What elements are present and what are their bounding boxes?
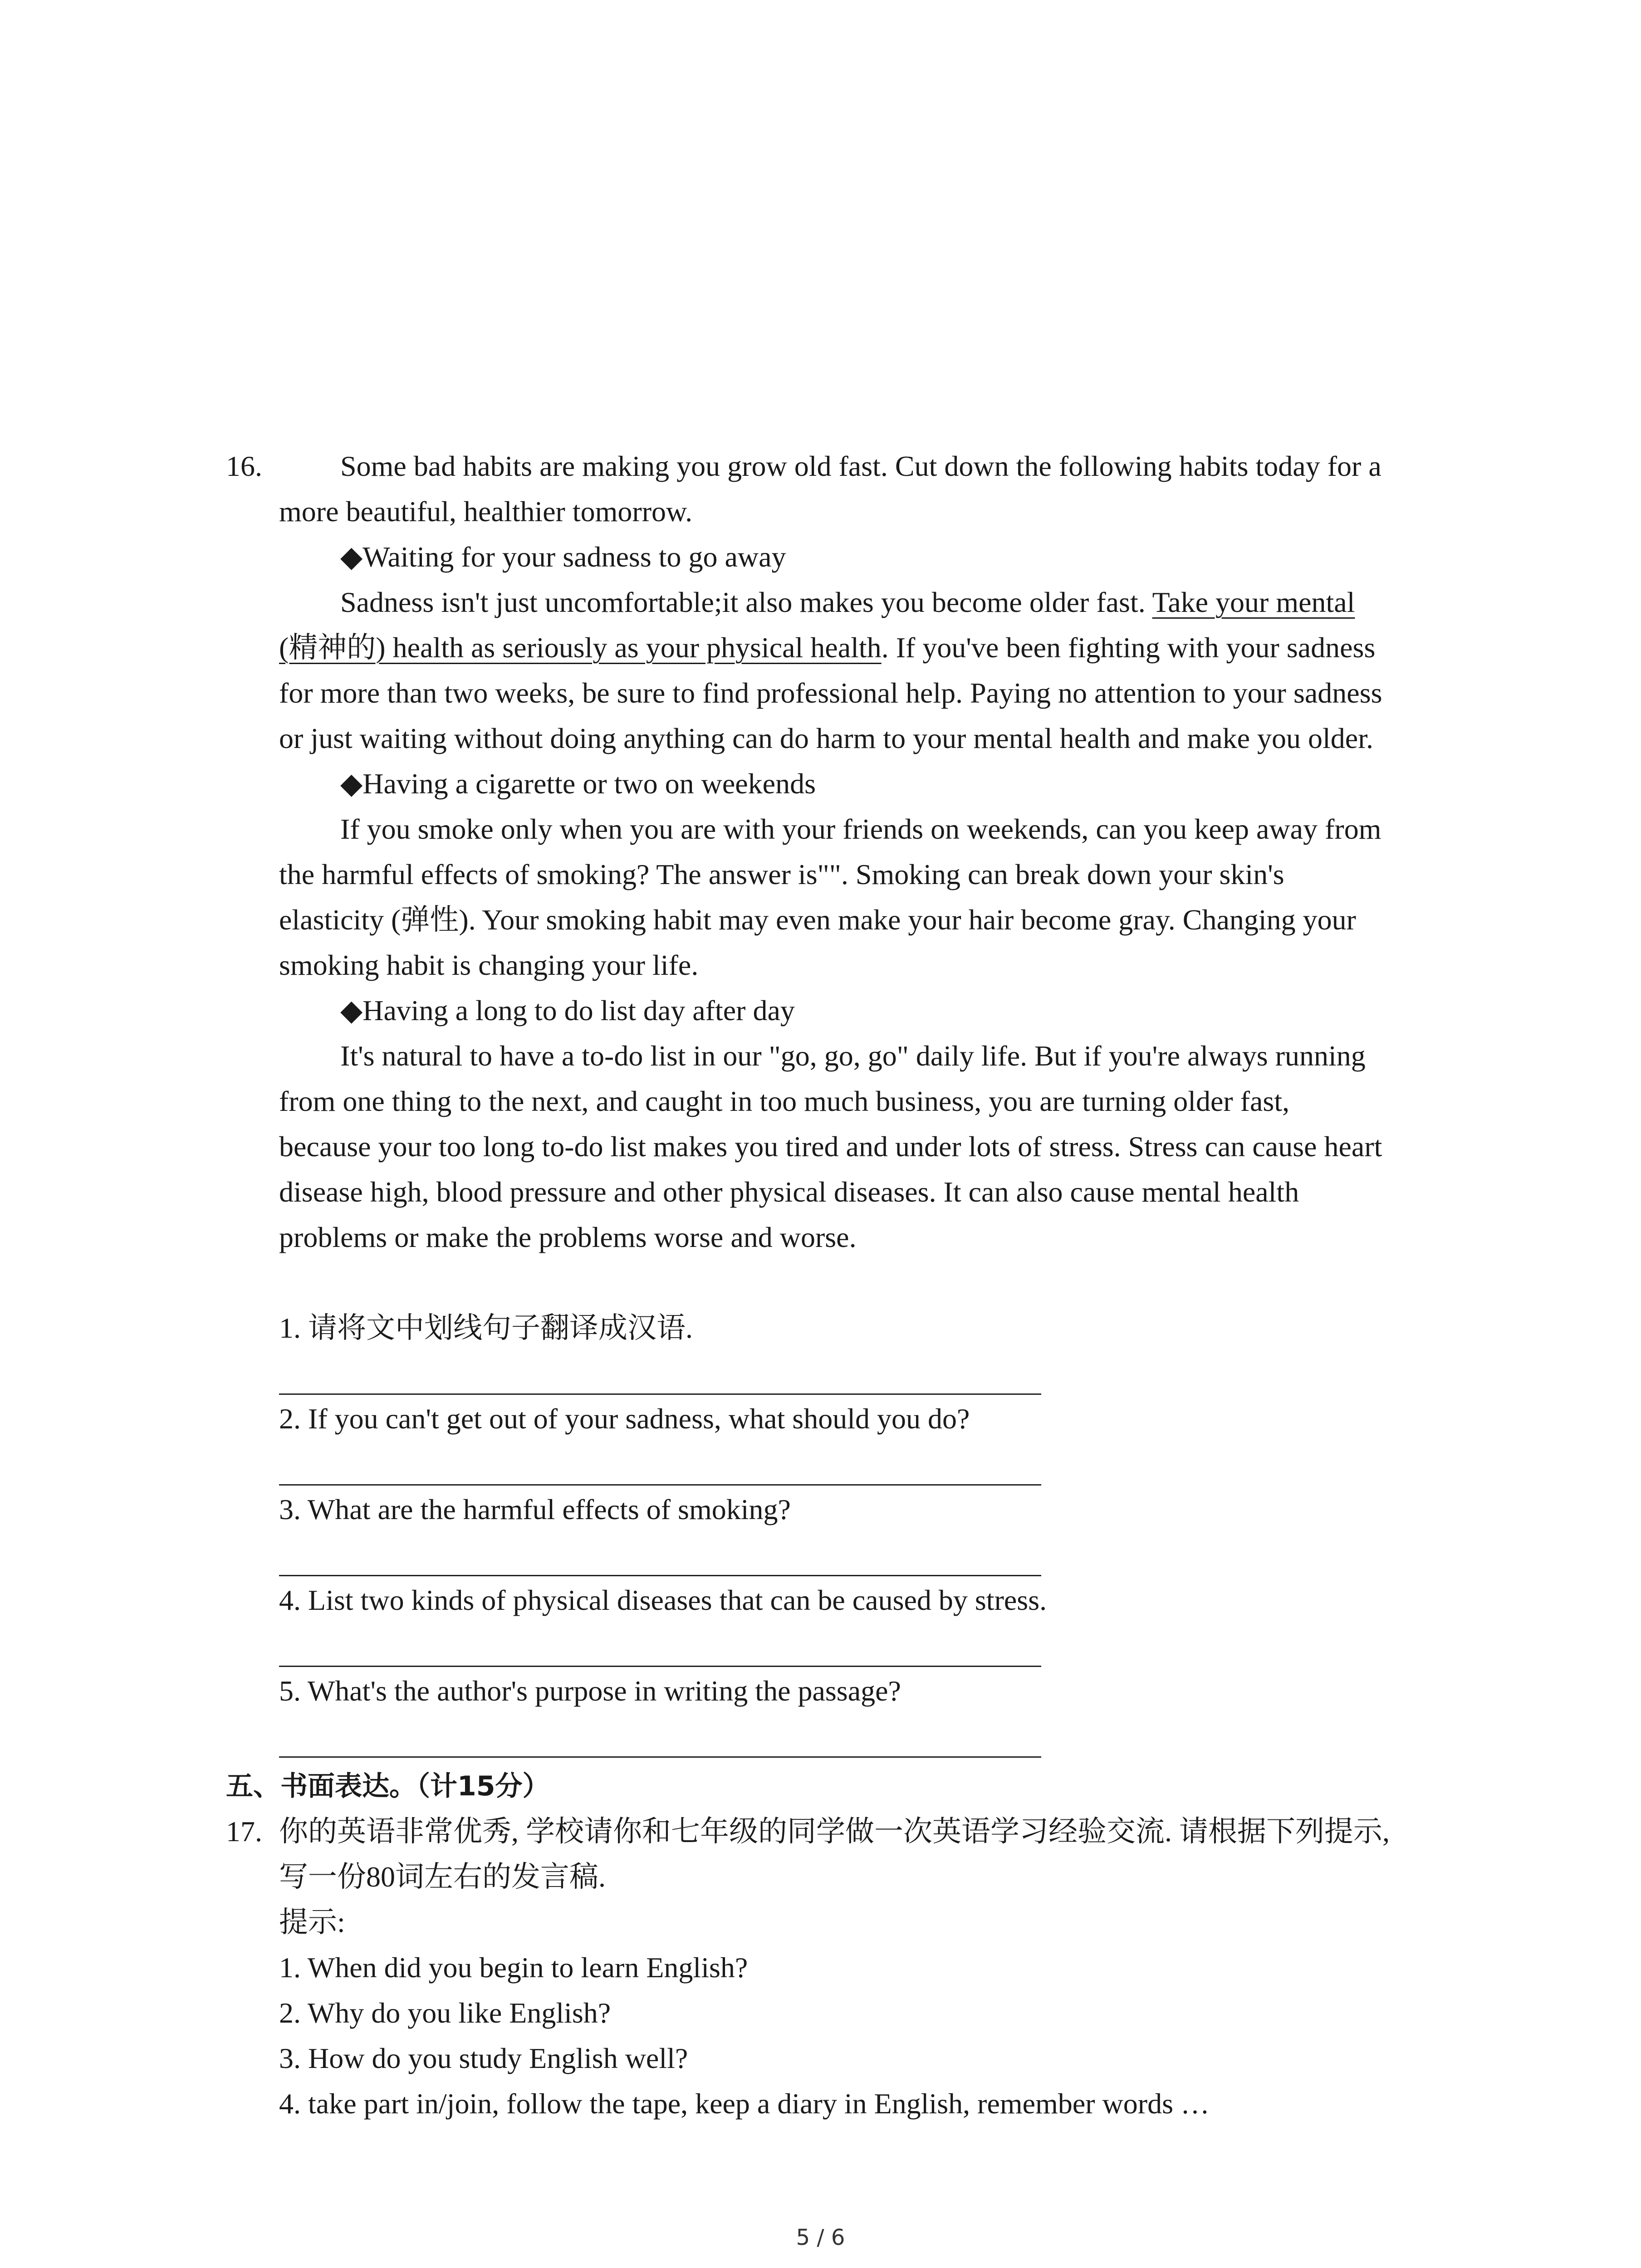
paragraph-3-line-4: disease high, blood pressure and other physical diseases. It can also cause mental health: [279, 1176, 1299, 1208]
paragraph-3-line-3: because your too long to-do list makes you tired and under lots of stress. Stress can cause heart: [279, 1130, 1382, 1163]
habit-heading-2: ◆Having a cigarette or two on weekends: [340, 767, 816, 800]
paragraph-1-line-1: [340, 580, 1463, 625]
paragraph-3-line-5: problems or make the problems worse and worse.: [279, 1221, 857, 1253]
answer-line-1[interactable]: [279, 1393, 1041, 1395]
answer-line-4[interactable]: [279, 1666, 1041, 1667]
page-number: 5 / 6: [796, 2225, 845, 2250]
habit-heading-1: ◆Waiting for your sadness to go away: [340, 541, 786, 573]
question-17-number: 17.: [226, 1815, 262, 1848]
tip-item-3: 3. How do you study English well?: [279, 2042, 688, 2074]
passage-intro-line-2: more beautiful, healthier tomorrow.: [279, 495, 693, 528]
answer-line-2[interactable]: [279, 1484, 1041, 1486]
writing-prompt-line-2: 写一份80词左右的发言稿.: [279, 1861, 606, 1893]
question-16-number: 16.: [226, 450, 262, 482]
tip-item-1: 1. When did you begin to learn English?: [279, 1951, 748, 1984]
paragraph-1-line-2: [279, 625, 1463, 670]
comprehension-question-1: 1. 请将文中划线句子翻译成汉语.: [279, 1312, 693, 1344]
comprehension-question-4: 4. List two kinds of physical diseases that can be caused by stress.: [279, 1584, 1047, 1616]
answer-line-3[interactable]: [279, 1575, 1041, 1576]
passage-intro-line-1: Some bad habits are making you grow old fast. Cut down the following habits today for a: [340, 450, 1381, 482]
paragraph-2-line-4: smoking habit is changing your life.: [279, 949, 699, 981]
paragraph-1-line-3: for more than two weeks, be sure to find professional help. Paying no attention to your sadness: [279, 677, 1382, 709]
underlined-sentence-part-2: (精神的) health as seriously as your physical health: [279, 631, 882, 664]
paragraph-2-line-2: the harmful effects of smoking? The answer is"". Smoking can break down your skin's: [279, 858, 1284, 890]
habit-heading-3: ◆Having a long to do list day after day: [340, 994, 795, 1026]
comprehension-question-3: 3. What are the harmful effects of smoking?: [279, 1493, 791, 1525]
paragraph-2-line-1: If you smoke only when you are with your friends on weekends, can you keep away from: [340, 813, 1381, 845]
paragraph-1-text: . If you've been fighting with your sadness: [881, 631, 1376, 664]
tip-item-2: 2. Why do you like English?: [279, 1997, 611, 2029]
paragraph-1-line-4: or just waiting without doing anything can do harm to your mental health and make you older.: [279, 722, 1373, 754]
section-heading-writing: 五、书面表达。（计15分）: [226, 1770, 550, 1802]
paragraph-3-line-1: It's natural to have a to-do list in our "go, go, go" daily life. But if you're always running: [340, 1040, 1366, 1072]
tips-label: 提示:: [279, 1906, 345, 1938]
tip-item-4: 4. take part in/join, follow the tape, keep a diary in English, remember words …: [279, 2087, 1210, 2120]
paragraph-1-text: Sadness isn't just uncomfortable;it also makes you become older fast.: [340, 586, 1152, 618]
underlined-sentence-part-1: Take your mental: [1152, 586, 1355, 618]
writing-prompt-line-1: 你的英语非常优秀, 学校请你和七年级的同学做一次英语学习经验交流. 请根据下列提示,: [279, 1815, 1390, 1848]
answer-line-5[interactable]: [279, 1756, 1041, 1758]
comprehension-question-2: 2. If you can't get out of your sadness, what should you do?: [279, 1403, 970, 1435]
paragraph-3-line-2: from one thing to the next, and caught in too much business, you are turning older fast,: [279, 1085, 1290, 1117]
paragraph-2-line-3: elasticity (弹性). Your smoking habit may even make your hair become gray. Changing your: [279, 904, 1356, 936]
comprehension-question-5: 5. What's the author's purpose in writing the passage?: [279, 1675, 901, 1707]
